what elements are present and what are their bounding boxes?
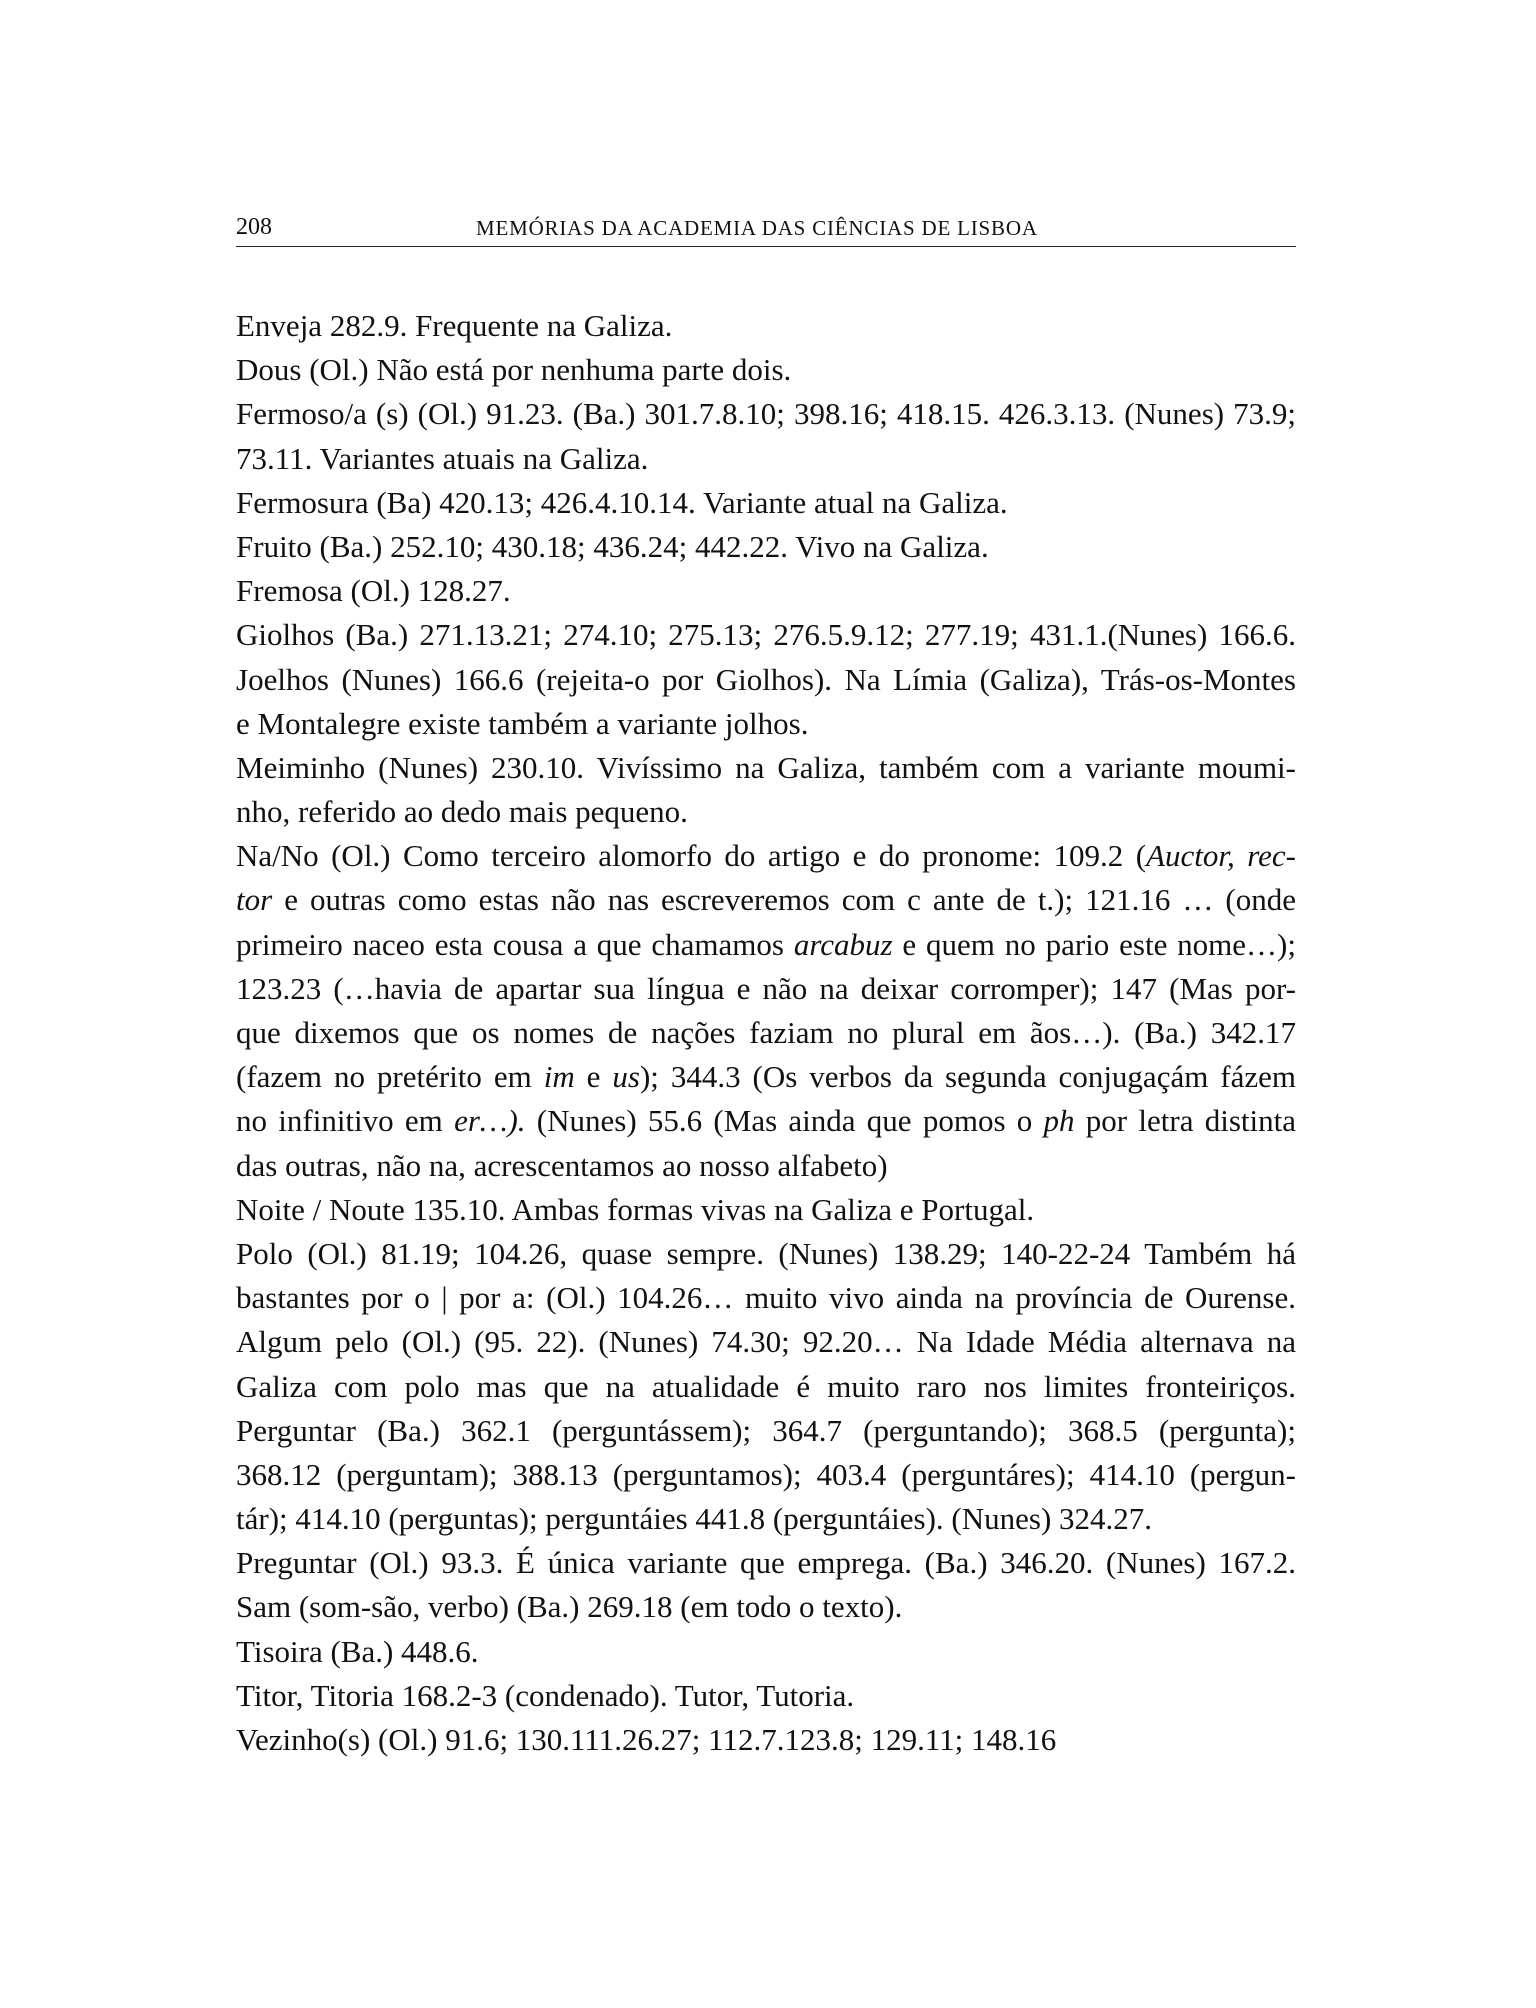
text-line: Fermosura (Ba) 420.13; 426.4.10.14. Variante atual na Galiza. (236, 484, 1008, 520)
text-line: tor e outras como estas não nas escreveremos com c ante de t.); 121.16 … (onde (236, 882, 1296, 918)
text-line: Joelhos (Nunes) 166.6 (rejeita-o por Giolhos). Na Límia (Galiza), Trás-os-Montes (236, 661, 1296, 697)
text-line: 123.23 (…havia de apartar sua língua e não na deixar corromper); 147 (Mas por- (236, 970, 1296, 1006)
text-line: Sam (som-são, verbo) (Ba.) 269.18 (em todo o texto). (236, 1589, 903, 1625)
text-line: Vezinho(s) (Ol.) 91.6; 130.111.26.27; 112.7.123.8; 129.11; 148.16 (236, 1722, 1057, 1757)
text-line: primeiro naceo esta cousa a que chamamos arcabuz e quem no pario este nome…); (236, 926, 1296, 962)
text-line: Galiza com polo mas que na atualidade é muito raro nos limites fronteiriços. (236, 1368, 1296, 1404)
text-line: bastantes por o | por a: (Ol.) 104.26… muito vivo ainda na província de Ourense. (236, 1280, 1296, 1316)
text-line: no infinitivo em er…). (Nunes) 55.6 (Mas ainda que pomos o ph por letra distinta (236, 1103, 1297, 1139)
text-line: Enveja 282.9. Frequente na Galiza. (236, 308, 673, 343)
text-line: Giolhos (Ba.) 271.13.21; 274.10; 275.13; 276.5.9.12; 277.19; 431.1.(Nunes) 166.6. (236, 617, 1296, 653)
text-line: Tisoira (Ba.) 448.6. (236, 1633, 479, 1669)
text-line: tár); 414.10 (perguntas); perguntáies 441.8 (perguntáies). (Nunes) 324.27. (236, 1501, 1153, 1537)
text-line: Preguntar (Ol.) 93.3. É única variante que emprega. (Ba.) 346.20. (Nunes) 167.2. (236, 1545, 1296, 1581)
text-line: 73.11. Variantes atuais na Galiza. (236, 440, 649, 476)
text-line: que dixemos que os nomes de nações faziam no plural em ãos…). (Ba.) 342.17 (236, 1015, 1296, 1050)
text-line: nho, referido ao dedo mais pequeno. (236, 794, 688, 830)
text-line: Fermoso/a (s) (Ol.) 91.23. (Ba.) 301.7.8.10; 398.16; 418.15. 426.3.13. (Nunes) 73.9; (236, 396, 1296, 432)
text-line: Algum pelo (Ol.) (95. 22). (Nunes) 74.30; 92.20… Na Idade Média alternava na (236, 1324, 1296, 1360)
journal-title: MEMÓRIAS DA ACADEMIA DAS CIÊNCIAS DE LISBOA (476, 216, 1038, 240)
text-line: das outras, não na, acrescentamos ao nosso alfabeto) (236, 1147, 888, 1183)
text-line: Fruito (Ba.) 252.10; 430.18; 436.24; 442.22. Vivo na Galiza. (236, 528, 989, 564)
text-line: 368.12 (perguntam); 388.13 (perguntamos); 403.4 (perguntáres); 414.10 (pergun- (236, 1456, 1296, 1492)
text-line: (fazem no pretérito em im e us); 344.3 (Os verbos da segunda conjugaçám fázem (236, 1059, 1296, 1095)
text-line: Fremosa (Ol.) 128.27. (236, 573, 511, 609)
running-header (236, 212, 1296, 247)
text-line: Meiminho (Nunes) 230.10. Vivíssimo na Galiza, também com a variante moumi- (236, 749, 1296, 785)
page-number: 208 (236, 214, 272, 240)
text-line: Polo (Ol.) 81.19; 104.26, quase sempre. (Nunes) 138.29; 140-22-24 Também há (236, 1235, 1296, 1271)
text-line: Na/No (Ol.) Como terceiro alomorfo do artigo e do pronome: 109.2 (Auctor, rec- (236, 838, 1296, 874)
text-line: Noite / Noute 135.10. Ambas formas vivas na Galiza e Portugal. (236, 1191, 1035, 1227)
body-text (236, 304, 1296, 1762)
text-line: e Montalegre existe também a variante jolhos. (236, 705, 809, 741)
text-line: Titor, Titoria 168.2-3 (condenado). Tutor, Tutoria. (236, 1677, 855, 1713)
text-line: Dous (Ol.) Não está por nenhuma parte dois. (236, 352, 792, 388)
text-line: Perguntar (Ba.) 362.1 (perguntássem); 364.7 (perguntando); 368.5 (pergunta); (236, 1412, 1296, 1448)
